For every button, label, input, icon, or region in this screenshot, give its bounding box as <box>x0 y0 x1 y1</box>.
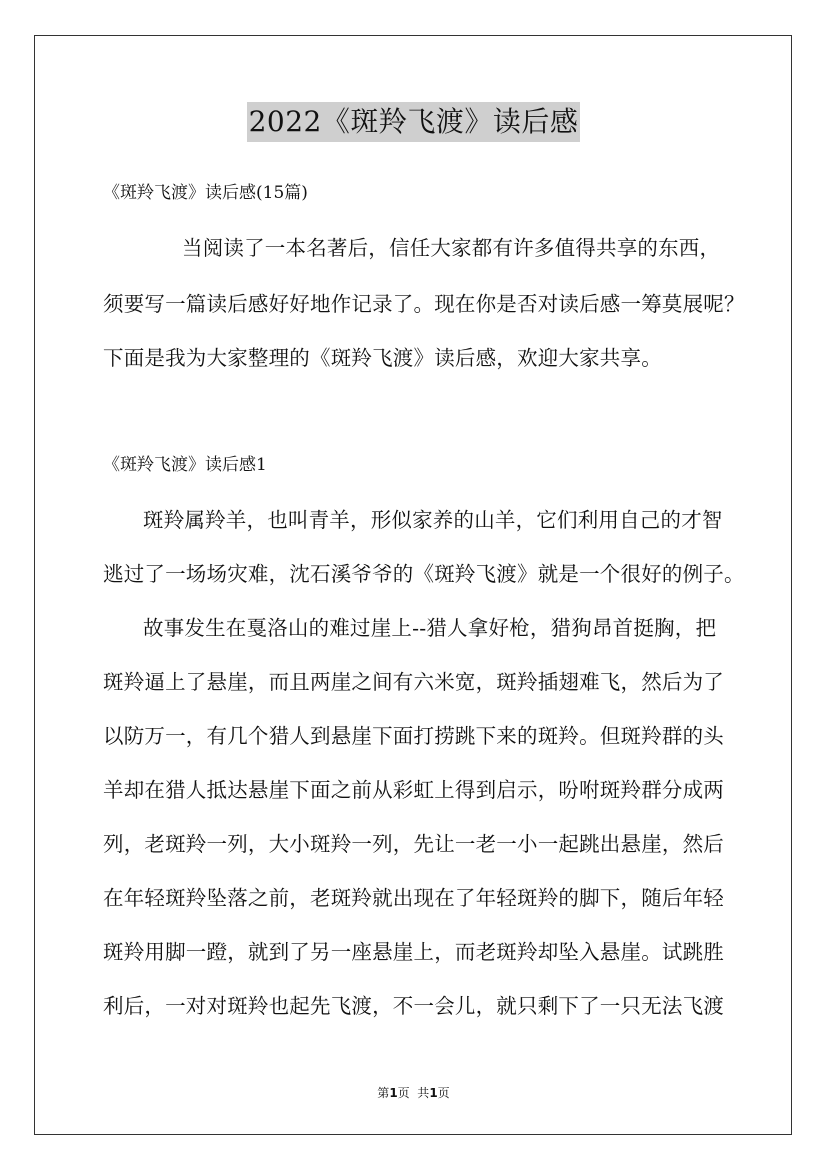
body-line: 斑羚用脚一蹬，就到了另一座悬崖上，而老斑羚却坠入悬崖。试跳胜 <box>103 940 724 964</box>
intro-line: 下面是我为大家整理的《斑羚飞渡》读后感，欢迎大家共享。 <box>103 346 662 370</box>
intro-line: 须要写一篇读后感好好地作记录了。现在你是否对读后感一筹莫展呢？ <box>103 292 745 316</box>
body-line: 列，老斑羚一列，大小斑羚一列，先让一老一小一起跳出悬崖，然后 <box>103 832 724 856</box>
footer-page-mid: 页 共 <box>397 1086 430 1100</box>
page-footer <box>0 1085 827 1101</box>
section-heading: 《斑羚飞渡》读后感1 <box>103 455 267 475</box>
footer-page-total: 1 <box>429 1086 438 1100</box>
body-line: 斑羚逼上了悬崖，而且两崖之间有六米宽，斑羚插翅难飞，然后为了 <box>103 670 724 694</box>
body-line: 以防万一，有几个猎人到悬崖下面打捞跳下来的斑羚。但斑羚群的头 <box>103 724 724 748</box>
body-line: 斑羚属羚羊，也叫青羊，形似家养的山羊，它们利用自己的才智 <box>143 508 723 532</box>
document-subtitle: 《斑羚飞渡》读后感(15篇) <box>103 183 308 203</box>
body-line: 在年轻斑羚坠落之前，老斑羚就出现在了年轻斑羚的脚下，随后年轻 <box>103 886 724 910</box>
body-line: 利后，一对对斑羚也起先飞渡，不一会儿，就只剩下了一只无法飞渡 <box>103 994 724 1018</box>
footer-page-prefix: 第 <box>377 1086 390 1100</box>
title-container <box>0 102 827 142</box>
footer-page-suffix: 页 <box>437 1086 450 1100</box>
intro-line: 当阅读了一本名著后，信任大家都有许多值得共享的东西， <box>182 236 721 260</box>
body-line: 羊却在猎人抵达悬崖下面之前从彩虹上得到启示，吩咐斑羚群分成两 <box>103 778 724 802</box>
body-line: 故事发生在戛洛山的难过崖上--猎人拿好枪，猎狗昂首挺胸，把 <box>143 616 717 640</box>
document-title: 2022《斑羚飞渡》读后感 <box>247 102 581 142</box>
body-line: 逃过了一场场灾难，沈石溪爷爷的《斑羚飞渡》就是一个很好的例子。 <box>103 562 745 586</box>
footer-page-current: 1 <box>389 1086 398 1100</box>
